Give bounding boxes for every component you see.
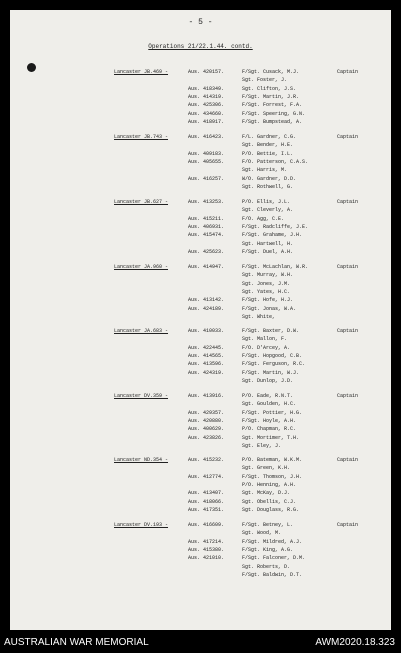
crew-member-row	[10, 547, 391, 554]
crew-member-name: F/Sgt. Martin, W.J.	[242, 369, 300, 376]
service-number: Aus. 422445.	[188, 344, 225, 351]
crew-member-row	[10, 490, 391, 497]
crew-member-name: F/Sgt. Baldwin, D.T.	[242, 571, 303, 578]
crew-member-name: F/Sgt. Speering, G.N.	[242, 110, 306, 117]
crew-member-name: P/O. Henning, A.H.	[242, 481, 297, 488]
aircraft-label: Lancaster JA.960 -	[114, 264, 169, 270]
crew-member-row	[10, 184, 391, 191]
crew-member-name: Sgt. Roberts, D.	[242, 563, 291, 570]
crew-member-row	[10, 507, 391, 514]
crew-member-name: F/O. Agg, C.E.	[242, 215, 285, 222]
crew-member-row	[10, 457, 391, 464]
service-number: Aus. 420880.	[188, 417, 225, 424]
service-number: Aus. 415474.	[188, 232, 225, 239]
crew-member-name: Sgt. Foster, J.	[242, 77, 288, 84]
crew-member-name: P/O. Bateman, W.K.M.	[242, 457, 303, 463]
crew-member-row	[10, 499, 391, 506]
captain-label: Captain	[337, 199, 359, 205]
footer-accession-number: AWM2020.18.323	[315, 637, 395, 648]
captain-label: Captain	[337, 393, 359, 399]
crew-member-row	[10, 119, 391, 126]
crew-member-name: F/Sgt. Thomson, J.H.	[242, 473, 303, 480]
service-number: Aus. 413916.	[188, 393, 225, 399]
crew-member-row	[10, 336, 391, 343]
service-number: Aus. 412774.	[188, 473, 225, 480]
aircraft-label: Lancaster JB.469 -	[114, 69, 169, 75]
crew-member-name: P/O. Eade, R.N.T.	[242, 393, 294, 399]
crew-member-row	[10, 482, 391, 489]
crew-member-name: Sgt. Bender, H.E.	[242, 142, 294, 149]
service-number: Aus. 415211.	[188, 215, 225, 222]
crew-member-row	[10, 378, 391, 385]
crew-member-row	[10, 522, 391, 529]
service-number: Aus. 416609.	[188, 522, 225, 528]
service-number: Aus. 414565.	[188, 352, 225, 359]
crew-member-row	[10, 418, 391, 425]
captain-label: Captain	[337, 328, 359, 334]
crew-member-name: P/O. Bettie, I.L.	[242, 150, 294, 157]
service-number: Aus. 409183.	[188, 150, 225, 157]
service-number: Aus. 418917.	[188, 118, 225, 125]
service-number: Aus. 418066.	[188, 498, 225, 505]
crew-member-row	[10, 306, 391, 313]
crew-member-row	[10, 199, 391, 206]
service-number: Aus. 423826.	[188, 434, 225, 441]
service-number: Aus. 416257.	[188, 175, 225, 182]
service-number: Aus. 434660.	[188, 110, 225, 117]
captain-label: Captain	[337, 522, 359, 528]
crew-member-name: Sgt. Hartwell, H.	[242, 240, 294, 247]
service-number: Aus. 424189.	[188, 305, 225, 312]
crew-member-row	[10, 142, 391, 149]
crew-member-row	[10, 345, 391, 352]
crew-member-name: F/Sgt. Ferguson, R.C.	[242, 361, 306, 368]
crew-member-row	[10, 289, 391, 296]
crew-member-row	[10, 224, 391, 231]
crew-member-row	[10, 111, 391, 118]
crew-member-row	[10, 297, 391, 304]
footer-bar	[0, 630, 401, 653]
crew-member-name: Sgt. Mortimer, T.H.	[242, 434, 300, 441]
crew-member-row	[10, 435, 391, 442]
crew-member-name: Sgt. White,	[242, 313, 276, 320]
service-number: Aus. 413142.	[188, 297, 225, 304]
crew-member-row	[10, 564, 391, 571]
service-number: Aus. 400629.	[188, 426, 225, 433]
crew-member-name: F/Sgt. Baxter, D.W.	[242, 328, 300, 334]
crew-member-row	[10, 134, 391, 141]
crew-member-row	[10, 361, 391, 368]
crew-member-name: F/Sgt. King, A.G.	[242, 546, 294, 553]
service-number: Aus. 415232.	[188, 457, 225, 463]
captain-label: Captain	[337, 264, 359, 270]
crew-member-name: F/Sgt. Bumpstead, A.	[242, 118, 303, 125]
aircraft-label: Lancaster DV.193 -	[114, 522, 169, 528]
aircraft-label: Lancaster JA.683 -	[114, 328, 169, 334]
aircraft-label: Lancaster DV.359 -	[114, 393, 169, 399]
crew-member-row	[10, 410, 391, 417]
crew-member-name: Sgt. Murray, W.H.	[242, 272, 294, 279]
page-number: - 5 -	[188, 18, 213, 27]
crew-member-row	[10, 328, 391, 335]
crew-member-row	[10, 426, 391, 433]
crew-member-name: Sgt. Dunlop, J.D.	[242, 377, 294, 384]
crew-member-name: F/Sgt. Falconer, D.M.	[242, 555, 306, 562]
crew-member-name: Sgt. Yates, H.C.	[242, 288, 291, 295]
crew-member-row	[10, 353, 391, 360]
crew-member-name: Sgt. Eley, J.	[242, 442, 282, 449]
crew-member-name: F/Sgt. Hoyle, A.H.	[242, 417, 297, 424]
crew-member-row	[10, 555, 391, 562]
captain-label: Captain	[337, 69, 359, 75]
service-number: Aus. 410033.	[188, 328, 225, 334]
crew-member-row	[10, 159, 391, 166]
crew-member-row	[10, 314, 391, 321]
crew-member-row	[10, 86, 391, 93]
crew-member-name: Sgt. Obellis, C.J.	[242, 498, 297, 505]
crew-member-row	[10, 401, 391, 408]
service-number: Aus. 429357.	[188, 409, 225, 416]
service-number: Aus. 418349.	[188, 85, 225, 92]
service-number: Aus. 414319.	[188, 93, 225, 100]
crew-member-name: F/Sgt. Radcliffe, J.E.	[242, 223, 309, 230]
crew-member-name: Sgt. McKay, D.J.	[242, 490, 291, 497]
footer-institution: AUSTRALIAN WAR MEMORIAL	[4, 637, 149, 648]
crew-member-name: F/Sgt. Forrest, F.A.	[242, 102, 303, 109]
crew-member-name: Sgt. Clifton, J.S.	[242, 85, 297, 92]
crew-member-name: F/Sgt. Hopgood, C.B.	[242, 352, 303, 359]
crew-member-name: Sgt. Mallon, F.	[242, 336, 288, 343]
crew-member-row	[10, 539, 391, 546]
crew-member-row	[10, 393, 391, 400]
crew-member-name: F/Sgt. Mildred, A.J.	[242, 538, 303, 545]
crew-member-row	[10, 102, 391, 109]
crew-member-name: F/Sgt. Grahame, J.H.	[242, 232, 303, 239]
crew-member-name: Sgt. Cleverly, A.	[242, 207, 294, 214]
aircraft-label: Lancaster JB.627 -	[114, 199, 169, 205]
service-number: Aus. 416423.	[188, 134, 225, 140]
crew-member-name: Sgt. Harris, M.	[242, 167, 288, 174]
captain-label: Captain	[337, 457, 359, 463]
captain-label: Captain	[337, 134, 359, 140]
service-number: Aus. 421010.	[188, 555, 225, 562]
crew-member-row	[10, 216, 391, 223]
crew-member-name: F/Sgt. McLachlan, W.R.	[242, 264, 309, 270]
service-number: Aus. 413407.	[188, 490, 225, 497]
crew-member-name: Sgt. Douglass, R.G.	[242, 506, 300, 513]
crew-member-name: Sgt. Green, K.H.	[242, 465, 291, 472]
crew-member-row	[10, 474, 391, 481]
crew-member-row	[10, 272, 391, 279]
crew-member-name: Sgt. Rothwell, G.	[242, 183, 294, 190]
crew-member-row	[10, 167, 391, 174]
service-number: Aus. 406931.	[188, 223, 225, 230]
crew-member-row	[10, 232, 391, 239]
crew-member-row	[10, 530, 391, 537]
crew-member-name: Sgt. Goulden, H.C.	[242, 401, 297, 408]
crew-member-name: P/O. Ellis, J.L.	[242, 199, 291, 205]
crew-member-row	[10, 69, 391, 76]
crew-member-name: F/O. D'Arcey, A.	[242, 344, 291, 351]
crew-member-name: F/Sgt. Duel, A.H.	[242, 248, 294, 255]
document-page	[10, 10, 391, 630]
service-number: Aus. 425306.	[188, 102, 225, 109]
aircraft-label: Lancaster ND.354 -	[114, 457, 169, 463]
crew-member-name: F/Sgt. Martin, J.R.	[242, 93, 300, 100]
crew-member-row	[10, 151, 391, 158]
service-number: Aus. 413253.	[188, 199, 225, 205]
crew-member-name: F/Sgt. Hofe, H.J.	[242, 297, 294, 304]
crew-member-name: F/Sgt. Betney, L.	[242, 522, 294, 528]
crew-member-row	[10, 241, 391, 248]
crew-member-row	[10, 572, 391, 579]
service-number: Aus. 420157.	[188, 69, 225, 75]
service-number: Aus. 417214.	[188, 538, 225, 545]
crew-member-row	[10, 264, 391, 271]
crew-member-name: F/Sgt. Cusack, M.J.	[242, 69, 300, 75]
crew-member-name: Sgt. Jones, J.M.	[242, 280, 291, 287]
crew-member-row	[10, 207, 391, 214]
crew-member-row	[10, 94, 391, 101]
service-number: Aus. 417351.	[188, 506, 225, 513]
crew-member-row	[10, 443, 391, 450]
service-number: Aus. 405655.	[188, 158, 225, 165]
crew-member-name: W/O. Gardner, D.D.	[242, 175, 297, 182]
crew-member-row	[10, 465, 391, 472]
crew-member-name: P/O. Chapman, R.C.	[242, 426, 297, 433]
crew-member-row	[10, 77, 391, 84]
crew-member-name: F/L. Gardner, C.G.	[242, 134, 297, 140]
crew-member-row	[10, 281, 391, 288]
crew-member-row	[10, 249, 391, 256]
crew-member-name: F/O. Patterson, C.A.S.	[242, 158, 309, 165]
crew-member-name: Sgt. Wood, M.	[242, 530, 282, 537]
crew-member-row	[10, 176, 391, 183]
service-number: Aus. 413596.	[188, 361, 225, 368]
page-heading: Operations 21/22.1.44. contd.	[148, 43, 253, 50]
crew-member-name: F/Sgt. Jonas, W.A.	[242, 305, 297, 312]
crew-member-name: F/Sgt. Pottier, H.G.	[242, 409, 303, 416]
service-number: Aus. 414947.	[188, 264, 225, 270]
service-number: Aus. 425623.	[188, 248, 225, 255]
aircraft-label: Lancaster JB.743 -	[114, 134, 169, 140]
crew-member-row	[10, 370, 391, 377]
service-number: Aus. 424319.	[188, 369, 225, 376]
service-number: Aus. 415380.	[188, 546, 225, 553]
